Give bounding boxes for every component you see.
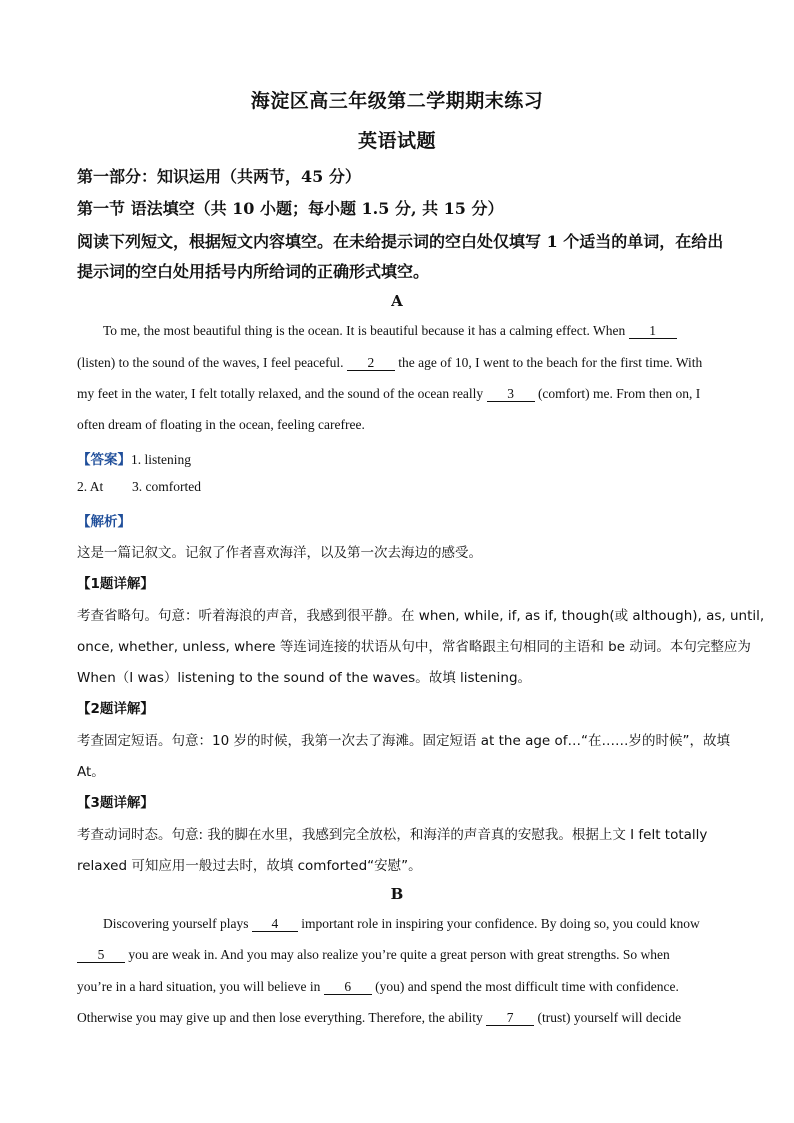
text: important role in inspiring your confidence. By doing so, you could know [301, 916, 700, 931]
passage-a-line-2 [77, 355, 702, 371]
q2-line-2: At。 [77, 764, 105, 780]
blank-3: 3 [487, 387, 535, 402]
passage-b-letter: B [390, 885, 404, 903]
passage-b-line-4 [77, 1010, 681, 1026]
passage-a-letter: A [391, 292, 403, 310]
blank-6: 6 [324, 980, 372, 995]
q2-label: 【2题详解】 [77, 701, 154, 717]
q1-line-1: 考查省略句。句意：听着海浪的声音，我感到很平静。在 when, while, if, as if, though(或 although), as, until, [77, 608, 765, 624]
blank-1: 1 [629, 324, 677, 339]
instructions-line-1: 阅读下列短文，根据短文内容填空。在未给提示词的空白处仅填写 1 个适当的单词，在给出 [77, 232, 724, 251]
answer-line-2 [77, 479, 201, 495]
passage-b-line-3 [77, 979, 679, 995]
passage-b-line-1 [103, 916, 700, 932]
q3-line-1: 考查动词时态。句意: 我的脚在水里，我感到完全放松，和海洋的声音真的安慰我。根据上文 I felt totally [77, 827, 708, 843]
answer-label: 【答案】 [77, 452, 131, 468]
text: (listen) to the sound of the waves, I feel peaceful. [77, 355, 344, 370]
q1-line-3: When（I was）listening to the sound of the waves。故填 listening。 [77, 670, 532, 686]
passage-a-line-3 [77, 386, 700, 402]
text: my feet in the water, I felt totally relaxed, and the sound of the ocean really [77, 386, 484, 401]
section-heading: 第一节 语法填空（共 10 小题；每小题 1.5 分, 共 15 分） [77, 199, 504, 218]
passage-a-line-1 [103, 323, 677, 339]
text: Otherwise you may give up and then lose everything. Therefore, the ability [77, 1010, 483, 1025]
q1-line-2: once, whether, unless, where 等连词连接的状语从句中，常省略跟主句相同的主语和 be 动词。本句完整应为 [77, 639, 751, 655]
text: the age of 10, I went to the beach for the first time. With [398, 355, 703, 370]
part-heading: 第一部分：知识运用（共两节，45 分） [77, 167, 361, 186]
instructions-line-2: 提示词的空白处用括号内所给词的正确形式填空。 [77, 262, 430, 281]
answer-line-1 [77, 448, 191, 468]
text: (trust) yourself will decide [537, 1010, 682, 1025]
blank-2: 2 [347, 356, 395, 371]
blank-5: 5 [77, 948, 125, 963]
q3-label: 【3题详解】 [77, 795, 154, 811]
q1-label: 【1题详解】 [77, 576, 154, 592]
text: you are weak in. And you may also realize you’re quite a great person with great strengths. So when [128, 947, 670, 962]
text: Discovering yourself plays [103, 916, 249, 931]
text: (comfort) me. From then on, I [537, 386, 701, 401]
text: you’re in a hard situation, you will believe in [77, 979, 321, 994]
answer-2: 2. At [77, 479, 104, 494]
analysis-label: 【解析】 [77, 514, 131, 530]
q3-line-2: relaxed 可知应用一般过去时，故填 comforted“安慰”。 [77, 858, 422, 874]
passage-b-line-2 [77, 947, 670, 963]
answer-3: 3. comforted [132, 479, 201, 494]
q2-line-1: 考查固定短语。句意：10 岁的时候，我第一次去了海滩。固定短语 at the age of…“在……岁的时候”，故填 [77, 733, 731, 749]
exam-title: 海淀区高三年级第二学期期末练习 [250, 90, 544, 112]
text: To me, the most beautiful thing is the ocean. It is beautiful because it has a calming effect. When [103, 323, 626, 338]
analysis-summary: 这是一篇记叙文。记叙了作者喜欢海洋，以及第一次去海边的感受。 [77, 545, 482, 561]
answer-1: 1. listening [131, 452, 191, 467]
text: (you) and spend the most difficult time with confidence. [375, 979, 679, 994]
blank-4: 4 [252, 917, 298, 932]
passage-a-line-4: often dream of floating in the ocean, feeling carefree. [77, 417, 365, 432]
exam-subtitle: 英语试题 [357, 130, 436, 152]
blank-7: 7 [486, 1011, 534, 1026]
